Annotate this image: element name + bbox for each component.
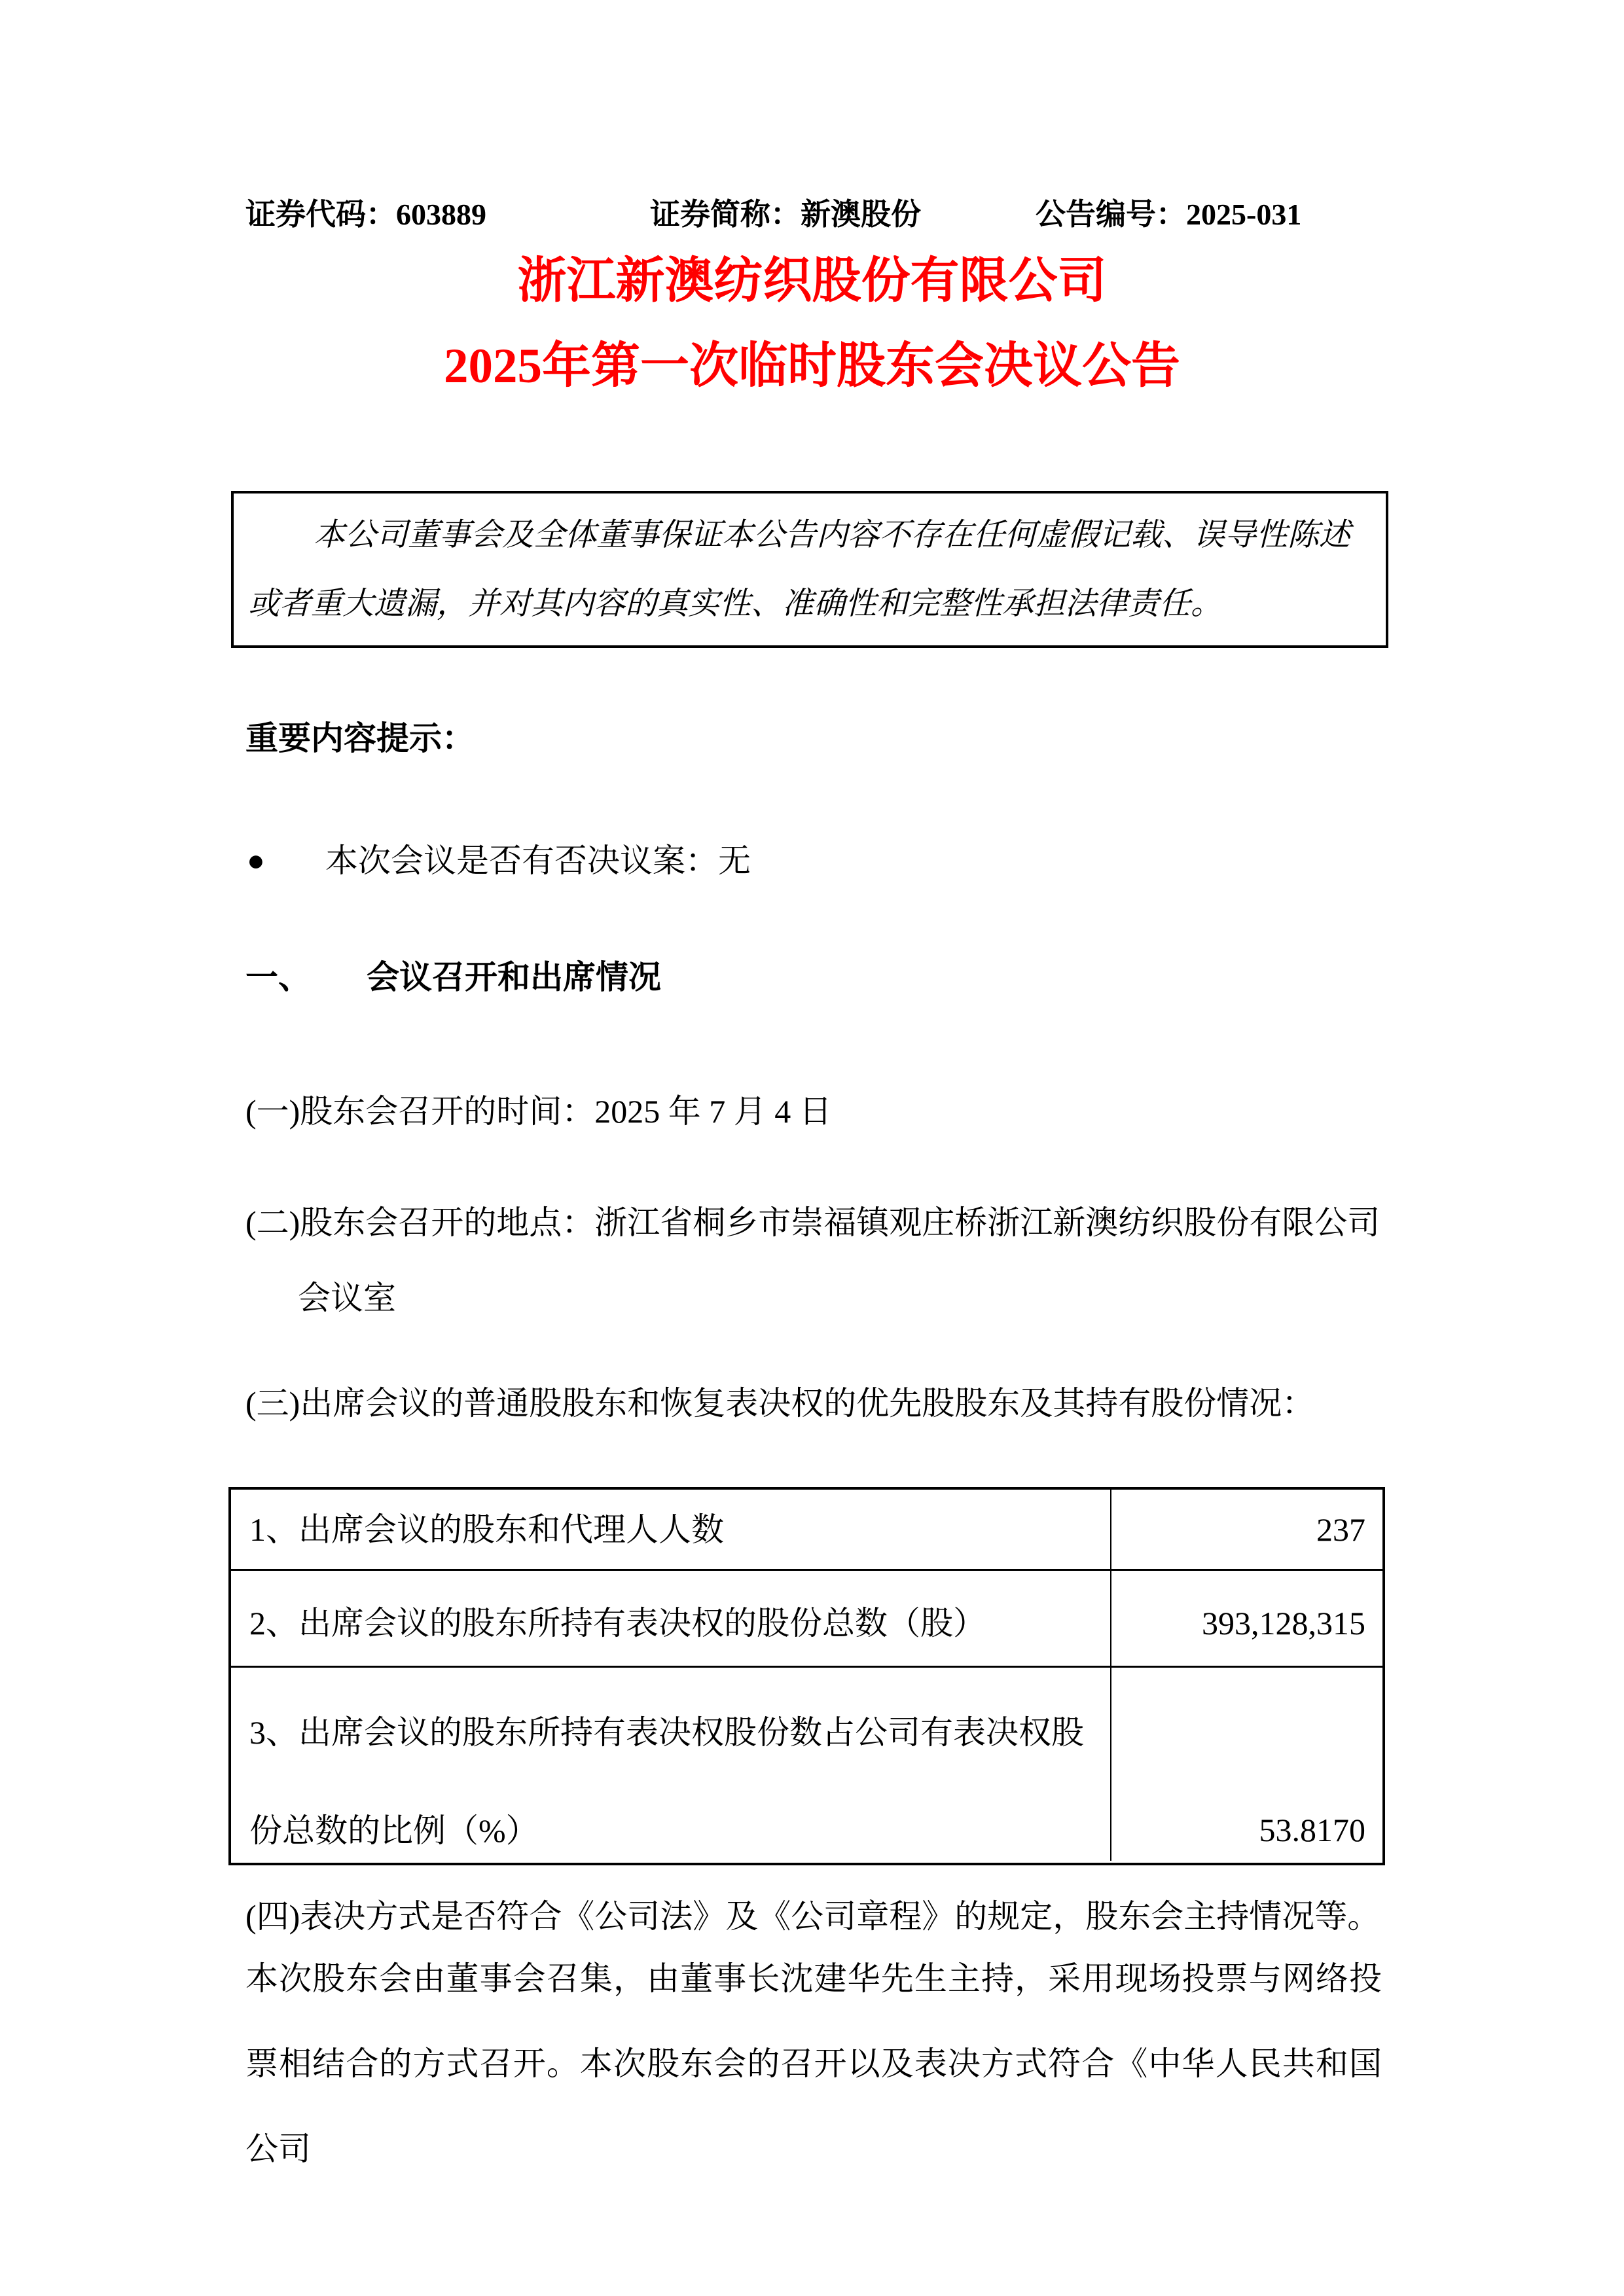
table-row-2-label: 2、出席会议的股东所持有表决权的股份总数（股） (231, 1569, 1111, 1666)
bullet-icon: ● (247, 844, 265, 877)
item-meeting-time: (一)股东会召开的时间：2025 年 7 月 4 日 (245, 1093, 832, 1130)
stock-code: 证券代码：603889 (245, 198, 486, 231)
item-attendance-intro: (三)出席会议的普通股股东和恢复表决权的优先股股东及其持有股份情况： (245, 1385, 1315, 1422)
company-title: 浙江新澳纺织股份有限公司 (517, 254, 1107, 308)
table-row-1-label: 1、出席会议的股东和代理人人数 (231, 1490, 1111, 1569)
table-row-3-label (231, 1666, 1111, 1861)
bullet-text: 本次会议是否有否决议案：无 (325, 842, 751, 879)
attendance-table (228, 1487, 1385, 1865)
section-1-title: 会议召开和出席情况 (367, 959, 661, 996)
disclaimer-line-1: 本公司董事会及全体董事保证本公告内容不存在任何虚假记载、误导性陈述 (314, 518, 1351, 552)
item-meeting-place-line-1: (二)股东会召开的地点：浙江省桐乡市崇福镇观庄桥浙江新澳纺织股份有限公司 (245, 1204, 1380, 1241)
announcement-title: 2025年第一次临时股东会决议公告 (443, 339, 1180, 393)
section-1-heading (245, 961, 661, 994)
table-row-3-value: 53.8170 (1111, 1666, 1382, 1861)
table-row-3-label-line-2: 份总数的比例（%） (249, 1812, 539, 1849)
item-voting-method: (四)表决方式是否符合《公司法》及《公司章程》的规定，股东会主持情况等。 (245, 1898, 1380, 1935)
closing-paragraph: 本次股东会由董事会召集，由董事长沈建华先生主持，采用现场投票与网络投票相结合的方式召开。本次股东会的召开以及表决方式符合《中华人民共和国公司 (245, 1960, 1382, 2167)
doc-header (245, 200, 1379, 239)
section-1-number: 一、 (245, 959, 311, 996)
important-notice-heading: 重要内容提示： (245, 720, 475, 757)
table-row-2-value: 393,128,315 (1111, 1569, 1382, 1666)
table-row-3-label-line-1: 3、出席会议的股东所持有表决权股份数占公司有表决权股 (249, 1714, 1084, 1751)
table-row-1-value: 237 (1316, 1511, 1365, 1548)
item-meeting-place-line-2: 会议室 (298, 1280, 396, 1316)
announcement-number: 公告编号：2025-031 (1036, 198, 1302, 231)
stock-short-name: 证券简称：新澳股份 (650, 198, 921, 231)
disclaimer-line-2: 或者重大遗漏，并对其内容的真实性、准确性和完整性承担法律责任。 (248, 586, 1223, 621)
disclaimer-box (231, 491, 1388, 648)
bullet-item (245, 844, 1379, 881)
